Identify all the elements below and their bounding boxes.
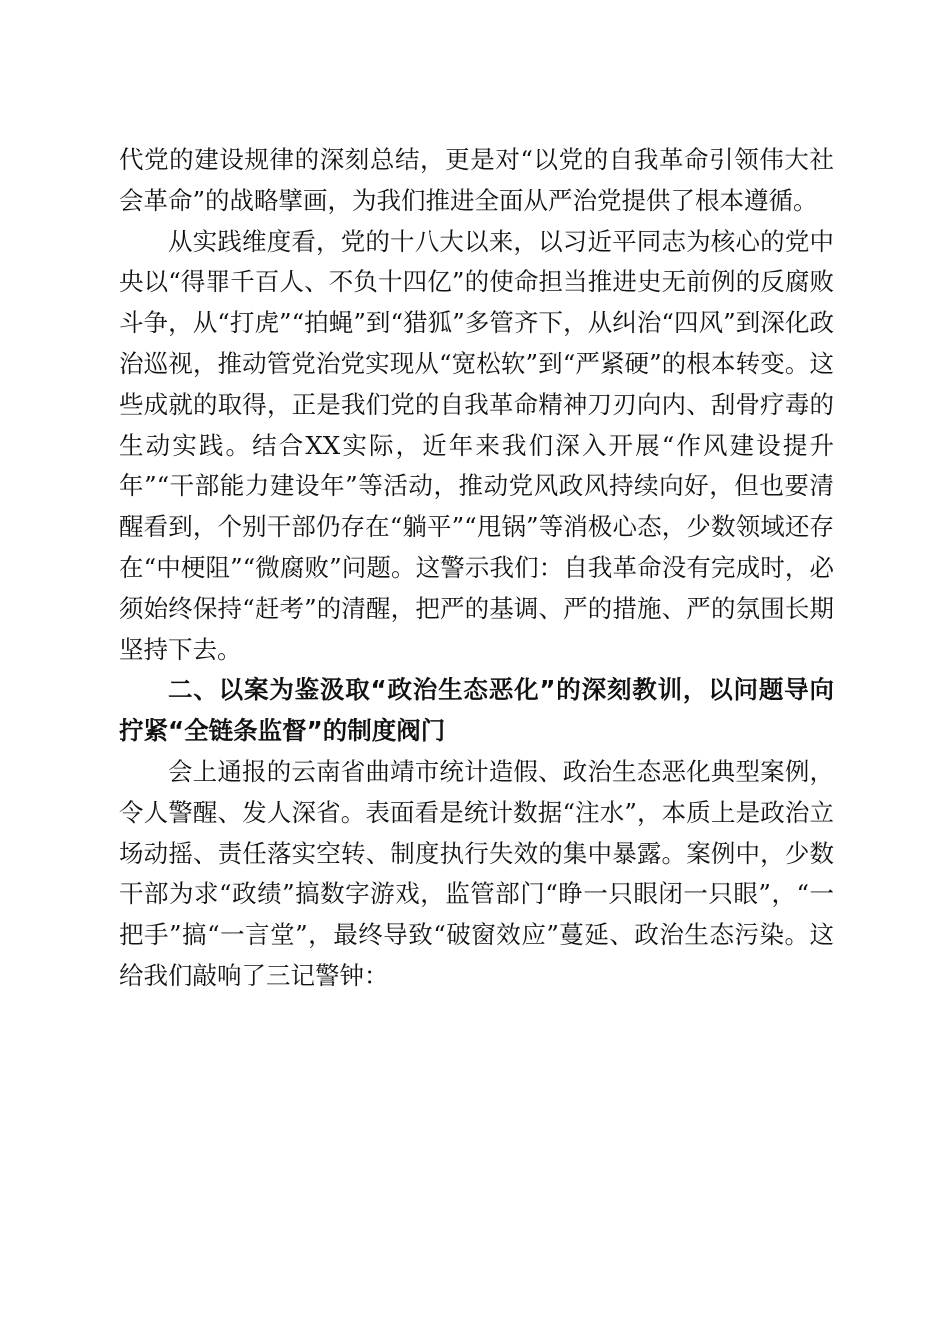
section-heading-two: 二、以案为鉴汲取“政治生态恶化”的深刻教训，以问题导向拧紧“全链条监督”的制度阀门 [119, 675, 834, 746]
paragraph-case-lesson: 会上通报的云南省曲靖市统计造假、政治生态恶化典型案例，令人警醒、发人深省。表面看是统计数据“注水”，本质上是政治立场动摇、责任落实空转、制度执行失效的集中暴露。案例中，少数干部为求“政绩”搞数字游戏，监管部门“睁一只眼闭一只眼”，“一把手”搞“一言堂”，最终导致“破窗效应”蔓延、政治生态污染。这给我们敲响了三记警钟： [119, 756, 834, 990]
document-body [119, 140, 834, 997]
paragraph-practice-dimension: 从实践维度看，党的十八大以来，以习近平同志为核心的党中央以“得罪千百人、不负十四亿”的使命担当推进史无前例的反腐败斗争，从“打虎”“拍蝇”到“猎狐”多管齐下，从纠治“四风”到深化政治巡视，推动管党治党实现从“宽松软”到“严紧硬”的根本转变。这些成就的取得，正是我们党的自我革命精神刀刃向内、刮骨疗毒的生动实践。结合XX实际，近年来我们深入开展“作风建设提升年”“干部能力建设年”等活动，推动党风政风持续向好，但也要清醒看到，个别干部仍存在“躺平”“甩锅”等消极心态，少数领域还存在“中梗阻”“微腐败”问题。这警示我们：自我革命没有完成时，必须始终保持“赶考”的清醒，把严的基调、严的措施、严的氛围长期坚持下去。 [119, 226, 834, 664]
paragraph-continuation: 代党的建设规律的深刻总结，更是对“以党的自我革命引领伟大社会革命”的战略擘画，为我们推进全面从严治党提供了根本遵循。 [119, 145, 834, 215]
